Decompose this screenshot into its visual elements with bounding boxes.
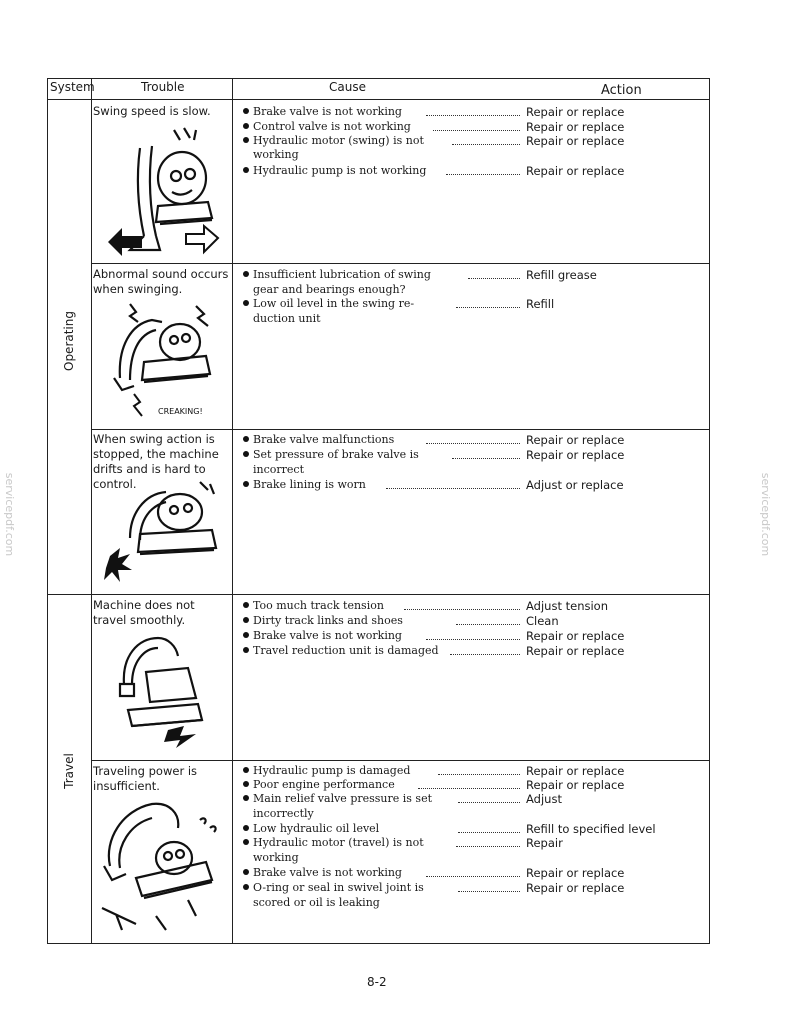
action-repair-or-replace: Repair or replace [526,448,625,462]
cause-hydraulic-motor-swing-cont: working [253,148,299,161]
leader-dots [452,144,520,145]
row-divider [91,760,710,761]
leader-dots [426,443,520,444]
header-action: Action [601,83,642,98]
leader-dots [458,891,520,892]
row-divider [91,429,710,430]
header-trouble: Trouble [141,80,185,94]
row-divider [91,263,710,264]
cause-insufficient-lubrication: Insufficient lubrication of swing [243,268,431,283]
leader-dots [456,624,520,625]
leader-dots [450,654,520,655]
leader-dots [386,488,520,489]
cause-hydraulic-pump-not-working: Hydraulic pump is not working [243,164,426,179]
leader-dots [418,788,520,789]
cause-set-pressure-brake-valve: Set pressure of brake valve is [243,448,419,463]
cause-low-oil-level-swing: Low oil level in the swing re- [243,297,414,312]
action-adjust-tension: Adjust tension [526,599,608,613]
leader-dots [468,278,520,279]
cause-set-pressure-brake-valve-cont: incorrect [253,463,304,476]
leader-dots [426,876,520,877]
cause-main-relief-valve: Main relief valve pressure is set [243,792,432,807]
column-divider [91,78,92,944]
action-clean: Clean [526,614,559,628]
action-repair-or-replace: Repair or replace [526,866,625,880]
cause-main-relief-valve-cont: incorrectly [253,807,314,820]
excavator-travel-icon [106,632,224,756]
cause-insufficient-lubrication-cont: gear and bearings enough? [253,283,406,296]
header-cause: Cause [329,80,366,94]
cause-brake-valve-not-working: Brake valve is not working [243,629,402,644]
leader-dots [438,774,520,775]
leader-dots [426,115,520,116]
cause-oring-seal-swivel-cont: scored or oil is leaking [253,896,380,909]
page-number: 8-2 [367,975,387,989]
watermark-right: servicepdf.com [759,472,773,557]
trouble-abnormal-sound: Abnormal sound occurs when swinging. [93,267,229,296]
cause-hydraulic-pump-damaged: Hydraulic pump is damaged [243,764,410,779]
action-repair-or-replace: Repair or replace [526,164,625,178]
cause-brake-valve-not-working: Brake valve is not working [243,866,402,881]
cause-brake-lining-worn: Brake lining is worn [243,478,366,493]
action-repair-or-replace: Repair or replace [526,778,625,792]
action-repair-or-replace: Repair or replace [526,629,625,643]
excavator-drift-icon [100,478,225,588]
trouble-traveling-power-insufficient: Traveling power is insufficient. [93,764,198,793]
excavator-slope-icon [96,796,224,936]
leader-dots [404,609,520,610]
trouble-swing-slow: Swing speed is slow. [93,104,211,118]
leader-dots [446,174,520,175]
action-repair: Repair [526,836,563,850]
cause-brake-valve-not-working: Brake valve is not working [243,105,402,120]
trouble-swing-drift: When swing action is stopped, the machine drifts and is hard to control. [93,432,219,491]
action-repair-or-replace: Repair or replace [526,120,625,134]
action-repair-or-replace: Repair or replace [526,105,625,119]
action-repair-or-replace: Repair or replace [526,433,625,447]
creaking-label: CREAKING! [158,407,203,416]
excavator-swing-icon [100,118,225,260]
leader-dots [426,639,520,640]
action-repair-or-replace: Repair or replace [526,764,625,778]
action-repair-or-replace: Repair or replace [526,134,625,148]
action-adjust: Adjust [526,792,562,806]
action-refill-specified-level: Refill to specified level [526,822,656,836]
leader-dots [433,130,520,131]
excavator-creaking-icon [100,298,225,424]
cause-brake-valve-malfunctions: Brake valve malfunctions [243,433,394,448]
cause-control-valve-not-working: Control valve is not working [243,120,411,135]
cause-too-much-track-tension: Too much track tension [243,599,384,614]
cause-dirty-track-links: Dirty track links and shoes [243,614,403,629]
system-label-travel: Travel [62,753,76,789]
column-divider [232,78,233,944]
action-repair-or-replace: Repair or replace [526,644,625,658]
trouble-not-travel-smoothly: Machine does not travel smoothly. [93,598,195,627]
leader-dots [452,458,520,459]
cause-low-hydraulic-oil: Low hydraulic oil level [243,822,379,837]
system-label-operating: Operating [62,311,76,371]
watermark-left: servicepdf.com [3,472,17,557]
leader-dots [458,832,520,833]
cause-oring-seal-swivel: O-ring or seal in swivel joint is [243,881,424,896]
cause-hydraulic-motor-travel: Hydraulic motor (travel) is not [243,836,424,851]
cause-travel-reduction-damaged: Travel reduction unit is damaged [243,644,439,659]
action-adjust-or-replace: Adjust or replace [526,478,624,492]
cause-poor-engine-performance: Poor engine performance [243,778,395,793]
action-refill-grease: Refill grease [526,268,597,282]
action-repair-or-replace: Repair or replace [526,881,625,895]
leader-dots [458,802,520,803]
cause-hydraulic-motor-swing: Hydraulic motor (swing) is not [243,134,424,149]
header-system: System [50,80,95,94]
header-divider [47,99,710,100]
system-divider [47,594,710,595]
leader-dots [456,307,520,308]
cause-low-oil-level-swing-cont: duction unit [253,312,321,325]
leader-dots [456,846,520,847]
action-refill: Refill [526,297,555,311]
cause-hydraulic-motor-travel-cont: working [253,851,299,864]
